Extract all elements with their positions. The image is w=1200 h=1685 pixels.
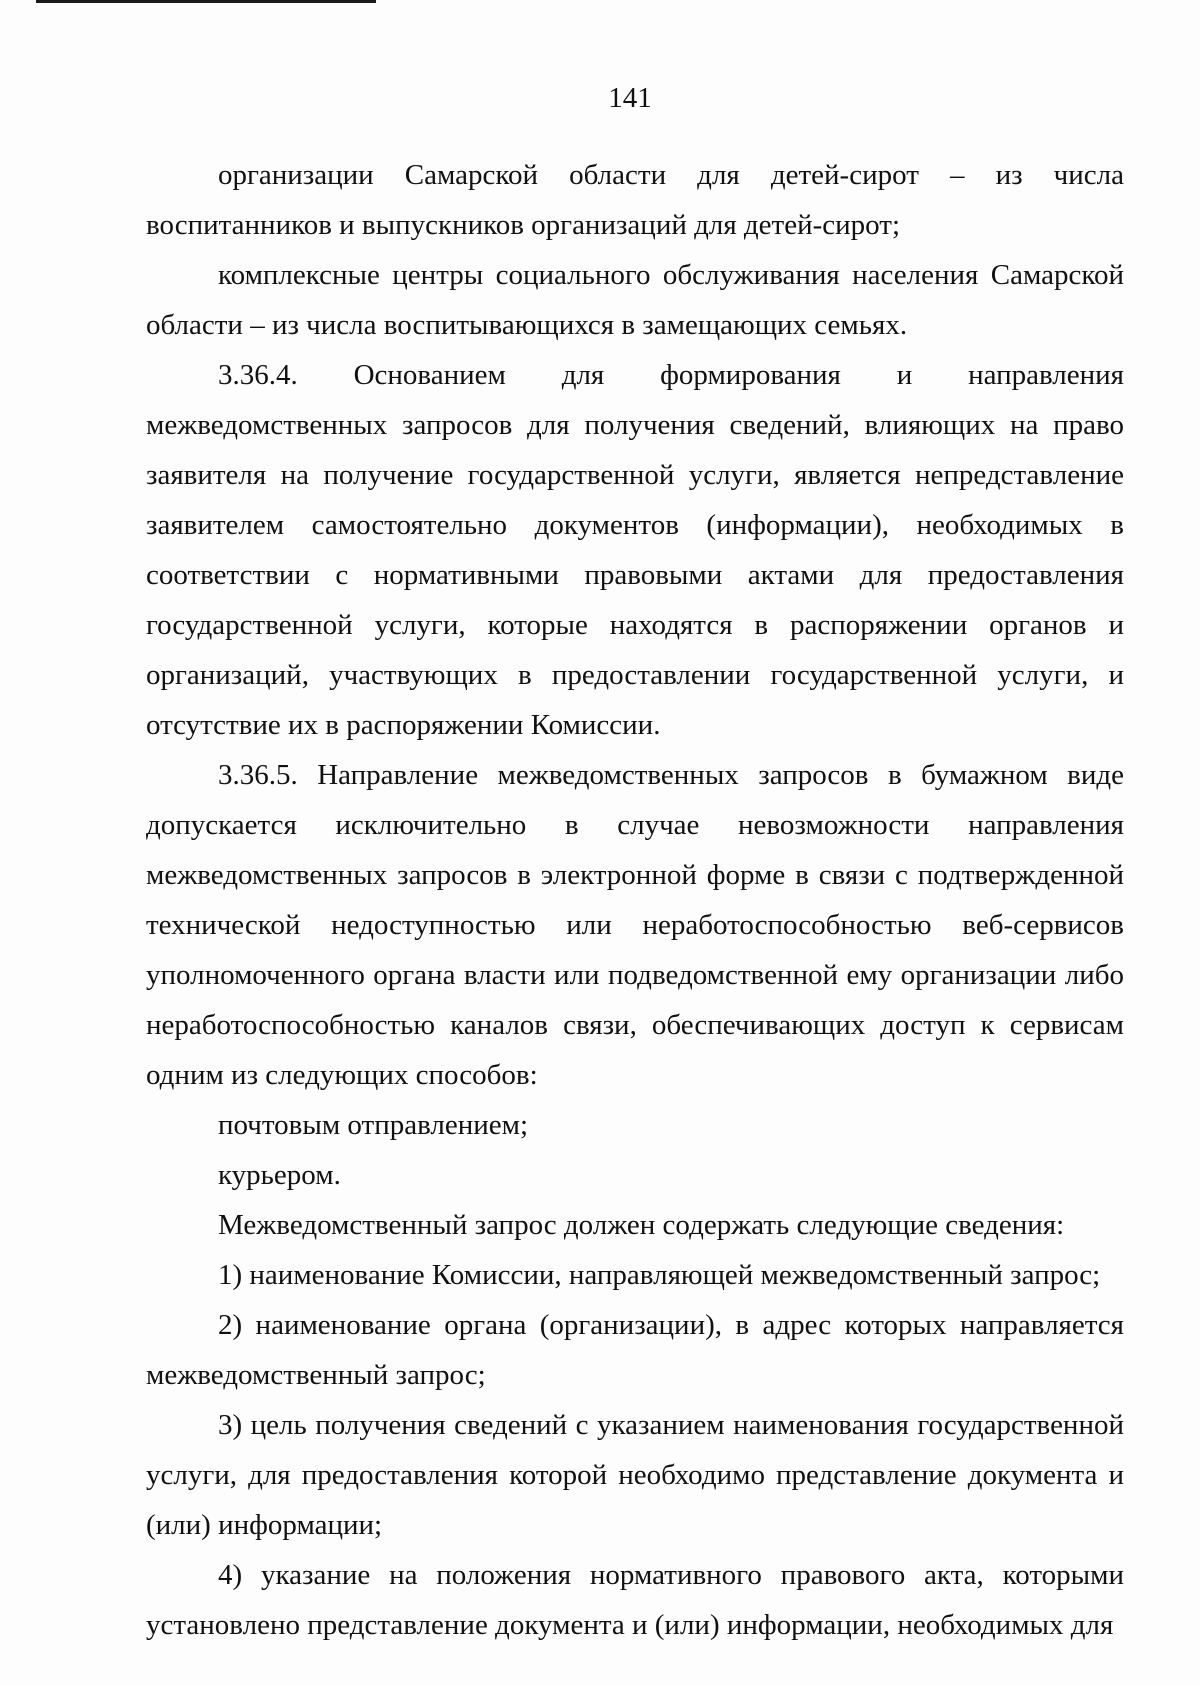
paragraph-social-centers: комплексные центры социального обслуживания населения Самарской области – из числа воспитывающихся в замещающих семьях. xyxy=(146,259,1124,341)
page-number: 141 xyxy=(608,82,652,114)
list-item-3: 3) цель получения сведений с указанием наименования государственной услуги, для предоставления которой необходимо представление документа и (или) информации; xyxy=(146,1409,1124,1541)
document-body xyxy=(146,150,1124,1650)
list-item-1: 1) наименование Комиссии, направляющей межведомственный запрос; xyxy=(218,1259,1101,1291)
paragraph-orphan-organizations: организации Самарской области для детей-сирот – из числа воспитанников и выпускников организаций для детей-сирот; xyxy=(146,159,1124,241)
list-item-2: 2) наименование органа (организации), в адрес которых направляется межведомственный запрос; xyxy=(146,1309,1124,1391)
paragraph-courier: курьером. xyxy=(218,1159,341,1191)
list-item-4: 4) указание на положения нормативного правового акта, которыми установлено представление документа и (или) информации, необходимых для xyxy=(146,1559,1124,1641)
paragraph-3-36-5: 3.36.5. Направление межведомственных запросов в бумажном виде допускается исключительно в случае невозможности направления межведомственных запросов в электронной форме в связи с подтвержденной технической недоступностью или неработоспособностью веб-сервисов уполномоченного органа власти или подведомственной ему организации либо неработоспособностью каналов связи, обеспечивающих доступ к сервисам одним из следующих способов: xyxy=(146,759,1124,1091)
paragraph-3-36-4: 3.36.4. Основанием для формирования и направления межведомственных запросов для получения сведений, влияющих на право заявителя на получение государственной услуги, является непредставление заявителем самостоятельно документов (информации), необходимых в соответствии с нормативными правовыми актами для предоставления государственной услуги, которые находятся в распоряжении органов и организаций, участвующих в предоставлении государственной услуги, и отсутствие их в распоряжении Комиссии. xyxy=(146,359,1124,741)
paragraph-postal: почтовым отправлением; xyxy=(218,1109,529,1141)
top-edge-line xyxy=(36,0,376,3)
paragraph-request-contents: Межведомственный запрос должен содержать следующие сведения: xyxy=(218,1209,1065,1241)
